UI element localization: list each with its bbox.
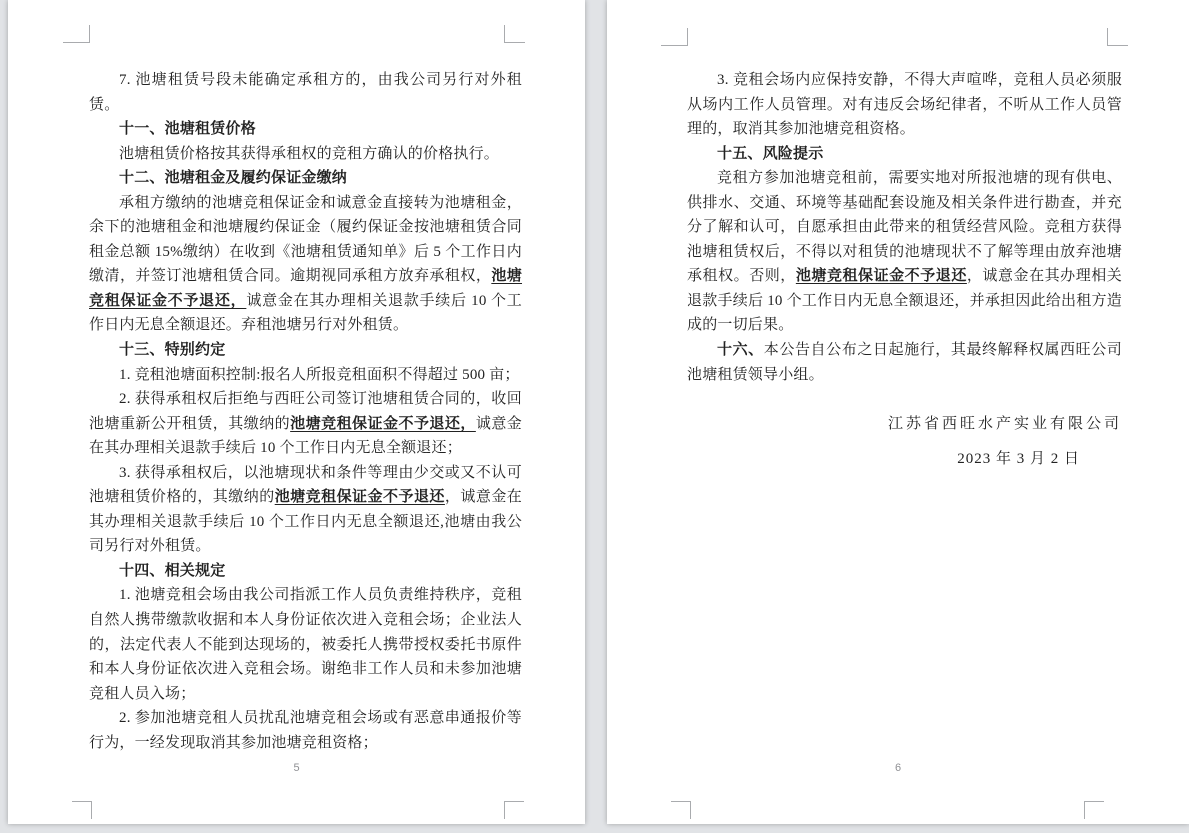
page-5-text-area[interactable] [89,68,522,755]
document-page-6[interactable] [607,0,1189,824]
text-run: 1. 池塘竞租会场由我公司指派工作人员负责维持秩序，竞租自然人携带缴款收据和本人身份证依次进入竞租会场；企业法人的，法定代表人不能到达现场的，被委托人携带授权委托书原件和本人身份证依次进入竞租会场。谢绝非工作人员和未参加池塘竞租人员入场； [89,587,522,702]
text-run: 池塘竞租保证金不予退还 [274,489,445,506]
section-heading [89,117,522,142]
text-run: 十六、 [717,342,764,359]
text-run: 承租方缴纳的池塘竞租保证金和诚意金直接转为池塘租金，余下的池塘租金和池塘履约保证金（履约保证金按池塘租赁合同租金总额 15%缴纳）在收到《池塘租赁通知单》后 5 个工作日内缴清，并签订池塘租赁合同。逾期视同承租方放弃承租权， [89,194,522,285]
text-run: 7. 池塘租赁号段未能确定承租方的，由我公司另行对外租赁。 [89,72,522,113]
crop-mark-bottom-left-icon [671,801,691,819]
crop-mark-top-right-icon [504,25,525,43]
text-run: 诚意金在其办理相关退款手续后 10 个工作日内无息全额退还； [89,415,522,457]
paragraph [89,363,522,388]
text-run: 2. 获得承租权后拒绝与西旺公司签订池塘租赁合同的，收回池塘重新公开租赁，其缴纳的 [89,391,522,432]
text-run: 3. 获得承租权后，以池塘现状和条件等理由少交或又不认可池塘租赁价格的，其缴纳的 [89,464,522,506]
crop-mark-bottom-left-icon [72,801,92,819]
paragraph [89,387,522,461]
paragraph [687,338,1122,387]
section-heading [687,142,1122,167]
paragraph [687,68,1122,142]
section-heading [89,559,522,584]
text-run: 2. 参加池塘竞租人员扰乱池塘竞租会场或有恶意串通报价等行为，一经发现取消其参加池塘竞租资格； [89,710,522,751]
paragraph [687,412,1122,437]
text-run: 1. 竞租池塘面积控制:报名人所报竞租面积不得超过 500 亩； [119,366,520,383]
text-run: 2023 年 3 月 2 日 [957,450,1080,467]
text-run: ，诚意金在其办理相关退款手续后 10 个工作日内无息全额退还,池塘由我公司另行对外租赁。 [89,489,522,555]
text-run: 十三、特别约定 [119,342,226,359]
text-run: 十五、风险提示 [717,145,824,162]
text-run: 3. 竞租会场内应保持安静，不得大声喧哗，竞租人员必须服从场内工作人员管理。对有违反会场纪律者，不听从工作人员管理的，取消其参加池塘竞租资格。 [687,72,1122,138]
paragraph [687,166,1122,338]
text-run: 十二、池塘租金及履约保证金缴纳 [119,170,348,187]
page-number-footer: 5 [293,762,300,774]
crop-mark-top-right-icon [1107,28,1128,46]
section-heading [89,338,522,363]
text-run: 诚意金在其办理相关退款手续后 10 个工作日内无息全额退还。弃租池塘另行对外租赁。 [89,292,522,334]
text-run: ，诚意金在其办理相关退款手续后 10 个工作日内无息全额退还，并承担因此给出租方造成的一切后果。 [687,268,1123,334]
crop-mark-bottom-right-icon [504,801,524,819]
text-run: 池塘租赁价格按其获得承租权的竞租方确认的价格执行。 [119,145,500,162]
page-number-footer: 6 [894,762,902,774]
paragraph [89,68,522,117]
page-6-text-area[interactable] [687,68,1122,471]
section-heading [89,166,522,191]
paragraph [89,461,522,559]
paragraph [89,706,522,755]
crop-mark-top-left-icon [63,25,90,43]
text-run: 十四、相关规定 [119,562,226,579]
paragraph [687,447,1122,472]
text-run: 本公告自公布之日起施行，其最终解释权属西旺公司池塘租赁领导小组。 [687,342,1122,383]
paragraph [89,191,522,338]
crop-mark-top-left-icon [661,28,688,46]
text-run: 竞租方参加池塘竞租前，需要实地对所报池塘的现有供电、供排水、交通、环境等基础配套设施及相关条件进行勘查，并充分了解和认可，自愿承担由此带来的租赁经营风险。竞租方获得池塘租赁权后，不得以对租赁的池塘现状不了解等理由放弃池塘承租权。否则， [687,170,1122,285]
crop-mark-bottom-right-icon [1084,801,1104,819]
text-run: 江苏省西旺水产实业有限公司 [887,416,1122,433]
document-page-5[interactable] [8,0,585,824]
paragraph [89,583,522,706]
text-run: 池塘竞租保证金不予退还， [89,268,523,309]
text-run: 十一、池塘租赁价格 [119,121,256,138]
text-run: 池塘竞租保证金不予退还， [290,415,476,432]
text-run: 池塘竞租保证金不予退还 [795,268,967,285]
paragraph [89,142,522,167]
